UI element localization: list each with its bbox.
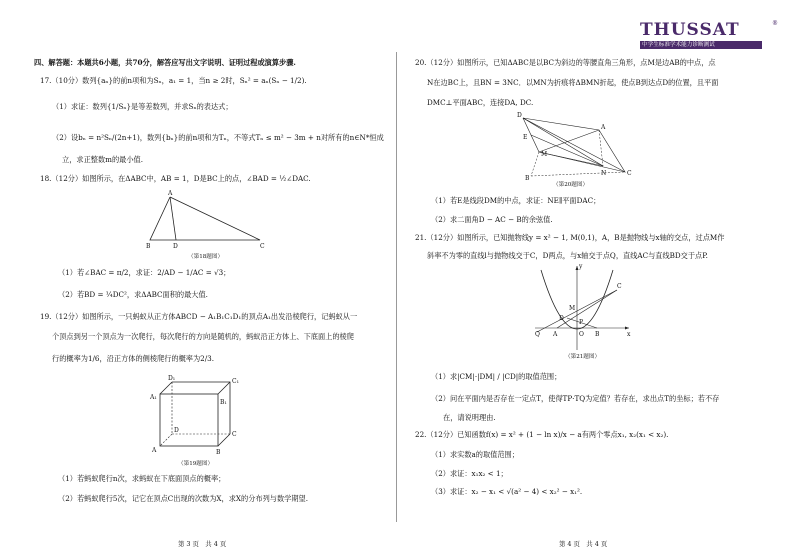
q22-part1: （1）求实数a的取值范围； [431, 450, 519, 459]
q21-part1: （1）求|CM|·|DM| / |CD|的取值范围； [431, 372, 562, 381]
q19-line2: 个顶点到另一个顶点为一次爬行，每次爬行的方向是随机的，蚂蚁沿正方体上、下底面上的棱爬 [52, 332, 354, 341]
label-o: O [579, 331, 584, 338]
section-heading: 四、解答题：本题共6小题，共70分，解答应写出文字说明、证明过程或演算步骤. [34, 58, 296, 67]
registered-mark: ® [772, 20, 778, 27]
q22-part2: （2）求证：x₁x₂ < 1； [431, 469, 508, 478]
page-3-footer: 第 3 页 共 4 页 [178, 540, 227, 548]
label-b: B [146, 243, 151, 250]
label-d: D [174, 427, 179, 434]
q20-line1: 20.（12分）如图所示，已知ΔABC是以BC为斜边的等腰直角三角形，点M是边AB的中点，点 [415, 58, 716, 67]
q17-stem: 17.（10分）数列{aₙ}的前n项和为Sₙ，a₁ = 1，当n ≥ 2时，Sₙ² = aₙ(Sₙ − 1/2). [40, 76, 307, 85]
q18-caption: （第18题图） [188, 254, 224, 260]
cube-edge-bc [218, 434, 230, 446]
cube-top-edges [172, 382, 230, 434]
q20-fold-figure [517, 112, 637, 180]
q21-line1: 21.（12分）如图所示，已知抛物线y = x² − 1, M(0,1)，A，B是抛物线与x轴的交点，过点M作 [415, 233, 725, 242]
label-m: M [569, 305, 576, 312]
edge-mb [531, 152, 539, 176]
label-e: E [523, 134, 528, 141]
label-y: y [579, 263, 583, 270]
label-n: N [601, 170, 607, 177]
q19-part1: （1）若蚂蚁爬行n次，求蚂蚁在下底面顶点的概率； [58, 474, 226, 483]
label-a: A [601, 124, 606, 131]
label-c: C [232, 431, 237, 438]
x-axis-arrow [625, 327, 629, 330]
triangle-abc [150, 197, 260, 240]
label-c1: C₁ [232, 378, 239, 385]
q20-part2: （2）求二面角D − AC − B的余弦值. [431, 215, 553, 224]
exam-page-4 [397, 0, 794, 558]
page-4-footer: 第 4 页 共 4 页 [559, 540, 608, 548]
label-a: A [553, 331, 558, 338]
q19-part2: （2）若蚂蚁爬行5次，记它在顶点C出现的次数为X，求X的分布列与数学期望. [58, 494, 308, 503]
cube-hidden-edge-ad [160, 434, 172, 446]
q19-line1: 19.（12分）如图所示，一只蚂蚁从正方体ABCD − A₁B₁C₁D₁的顶点A₁出发沿棱爬行，记蚂蚁从一 [40, 312, 358, 321]
q18-part2: （2）若BD = ¼DC²，求ΔABC面积的最大值. [58, 290, 208, 299]
q21-caption: （第21题图） [565, 354, 601, 360]
q18-part1: （1）若∠BAC = π/2，求证：2/AD − 1/AC = √3； [58, 268, 231, 277]
label-b: B [216, 449, 221, 456]
logo-wordmark: THUSSAT [640, 20, 740, 40]
q22-part3: （3）求证：x₂ − x₁ < √(a² − 4) < x₂² − x₁². [431, 487, 583, 496]
q19-cube-figure [150, 376, 250, 456]
label-d: D [517, 112, 522, 119]
label-m: M [541, 151, 548, 158]
label-b: B [525, 175, 530, 182]
label-c: C [627, 170, 632, 177]
fold-outline [523, 118, 625, 172]
label-b: B [595, 331, 600, 338]
q20-caption: （第20题图） [553, 182, 589, 188]
label-c: C [617, 283, 622, 290]
q20-part1: （1）若E是线段DM的中点，求证：NE∥平面DAC； [431, 196, 601, 205]
label-d: D [559, 315, 564, 322]
label-d1: D₁ [168, 375, 176, 382]
q17-part2-line1: （2）设bₙ = n²Sₙ/(2n+1)，数列{bₙ}的前n项和为Tₙ，不等式Tₙ ≤ m² − 3m + n对所有的n∈N*恒成 [52, 133, 384, 142]
q21-part2-line1: （2）问在平面内是否存在一定点T，使得TP·TQ为定值？若存在，求出点T的坐标；若不存 [431, 394, 720, 403]
cube-front-face [160, 394, 218, 446]
label-c: C [260, 243, 265, 250]
q20-line3: DMC⊥平面ABC，连接DA, DC. [427, 98, 534, 107]
q17-part2-line2: 立，求正整数m的最小值. [62, 155, 143, 164]
q21-line2: 斜率不为零的直线l与抛物线交于C，D两点，与x轴交于点Q，直线AC与直线BD交于点P. [427, 251, 708, 260]
q18-triangle-figure [140, 192, 270, 252]
line-ac [557, 290, 617, 328]
cube-edge-a1d1 [160, 382, 172, 394]
edge-bc [531, 172, 625, 176]
edge-mn [539, 152, 603, 166]
q19-caption: （第19题图） [178, 461, 214, 467]
label-b1: B₁ [220, 399, 227, 406]
label-q: Q [535, 331, 540, 338]
label-d: D [173, 243, 178, 250]
segment-ad [170, 197, 176, 240]
label-p: P [579, 319, 584, 326]
label-x: x [627, 331, 631, 338]
q21-parabola-figure [533, 262, 633, 352]
q20-line2: N在边BC上，且BN = 3NC．以MN为折痕将ΔBMN折起，使点B到达点D的位置，且平面 [427, 78, 719, 87]
q22-stem: 22.（12分）已知函数f(x) = x² + (1 − ln x)/x − a有两个零点x₁, x₂(x₁ < x₂). [415, 430, 669, 439]
cube-edge-b1c1 [218, 382, 230, 394]
edge-dn [523, 118, 603, 166]
q21-part2-line2: 在，请说明理由. [443, 413, 496, 422]
label-a1: A₁ [150, 394, 157, 401]
q19-line3: 行的概率为1/6，沿正方体的侧棱爬行的概率为2/3. [52, 354, 214, 363]
label-a: A [152, 447, 157, 454]
q18-stem: 18.（12分）如图所示，在ΔABC中，AB = 1，D是BC上的点，∠BAD = ½∠DAC. [40, 174, 311, 183]
label-a: A [168, 190, 173, 197]
logo-tagline: 中学生标准学术能力诊断测试 [642, 42, 715, 48]
q17-part1: （1）求证：数列{1/Sₙ}是等差数列，并求Sₙ的表达式； [52, 102, 233, 111]
